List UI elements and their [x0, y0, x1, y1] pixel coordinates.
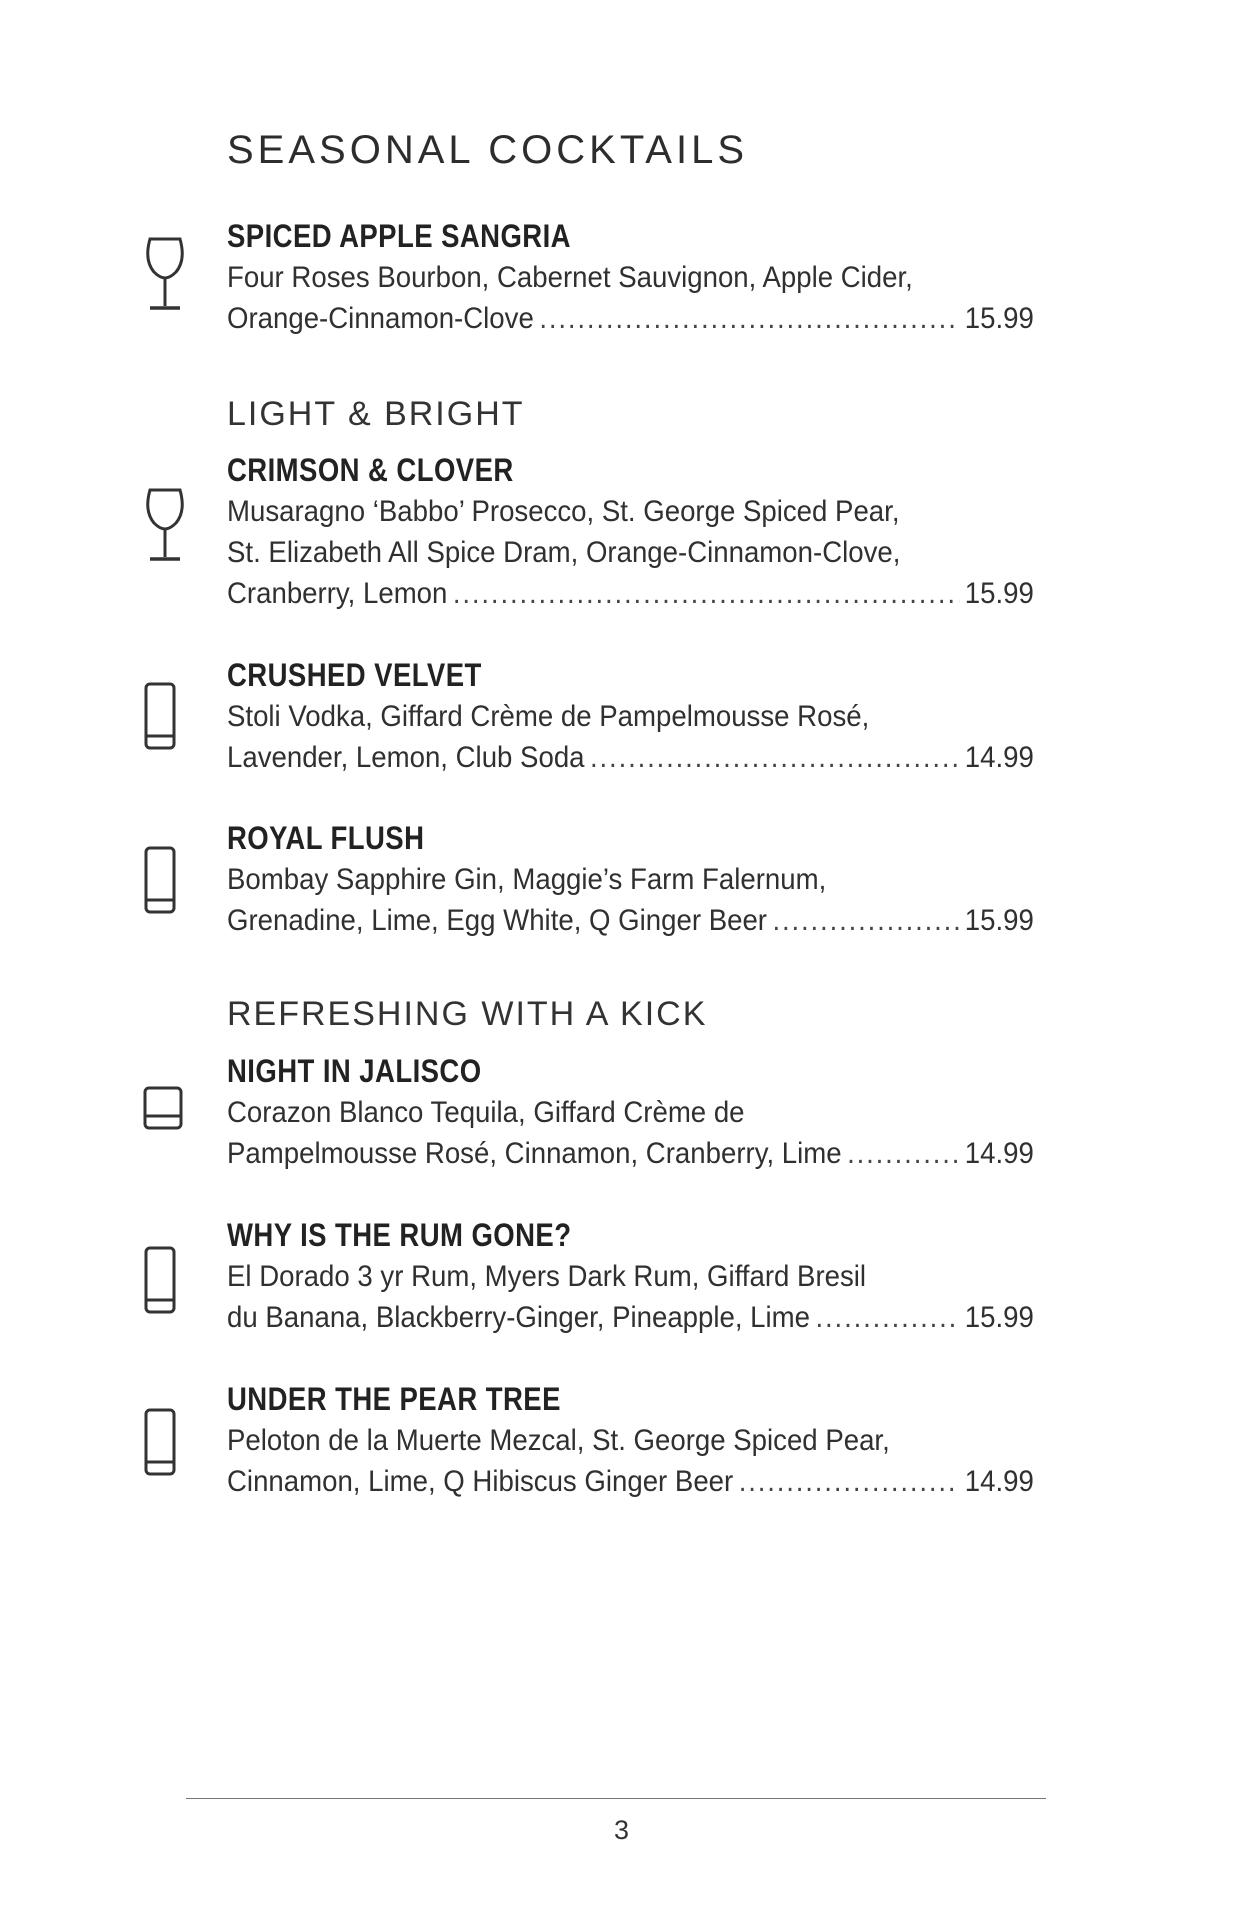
item-name: SPICED APPLE SANGRIA: [227, 218, 571, 254]
item-price-line: [227, 1133, 1034, 1174]
item-description: Four Roses Bourbon, Cabernet Sauvignon, Apple Cider,: [227, 261, 913, 294]
item-description: Pampelmousse Rosé, Cinnamon, Cranberry, Lime: [227, 1137, 842, 1170]
dot-leader: [539, 298, 959, 339]
item-price-line: [227, 573, 1034, 614]
menu-item: [227, 216, 1042, 339]
item-name: CRUSHED VELVET: [227, 657, 482, 693]
dot-leader: [739, 1461, 960, 1502]
item-price-line: [227, 737, 1034, 778]
item-price: 15.99: [964, 302, 1034, 335]
highball-glass-icon: [142, 846, 178, 916]
menu-item: [227, 818, 1042, 941]
item-description: Orange-Cinnamon-Clove: [227, 302, 534, 335]
item-description: Corazon Blanco Tequila, Giffard Crème de: [227, 1096, 745, 1129]
item-description: Bombay Sapphire Gin, Maggie’s Farm Falernum,: [227, 863, 827, 896]
item-price: 14.99: [964, 741, 1034, 774]
item-description: Cinnamon, Lime, Q Hibiscus Ginger Beer: [227, 1465, 734, 1498]
dot-leader: [773, 900, 960, 941]
rocks-glass-icon: [142, 1086, 184, 1132]
highball-glass-icon: [142, 1246, 178, 1316]
item-name: WHY IS THE RUM GONE?: [227, 1217, 572, 1253]
page-title: SEASONAL COCKTAILS: [227, 128, 749, 172]
menu-item: [227, 655, 1042, 778]
menu-item: [227, 450, 1042, 614]
item-price-line: [227, 1297, 1034, 1338]
wine-glass-icon: [142, 487, 188, 565]
dot-leader: [590, 737, 959, 778]
item-description: Musaragno ‘Babbo’ Prosecco, St. George Spiced Pear,: [227, 495, 900, 528]
item-price: 15.99: [964, 904, 1034, 937]
item-price: 14.99: [964, 1137, 1034, 1170]
page-number: 3: [613, 1815, 630, 1845]
item-name: NIGHT IN JALISCO: [227, 1053, 482, 1089]
section-title: LIGHT & BRIGHT: [227, 395, 525, 433]
menu-item: [227, 1051, 1042, 1174]
highball-glass-icon: [142, 1408, 178, 1478]
item-name: CRIMSON & CLOVER: [227, 452, 514, 488]
item-price: 15.99: [964, 577, 1034, 610]
item-name: UNDER THE PEAR TREE: [227, 1381, 561, 1417]
item-description: Grenadine, Lime, Egg White, Q Ginger Beer: [227, 904, 767, 937]
menu-item: [227, 1215, 1042, 1338]
item-description: du Banana, Blackberry-Ginger, Pineapple, Lime: [227, 1301, 811, 1334]
item-description: Peloton de la Muerte Mezcal, St. George Spiced Pear,: [227, 1424, 890, 1457]
dot-leader: [453, 573, 959, 614]
item-price: 15.99: [964, 1301, 1034, 1334]
item-description: Lavender, Lemon, Club Soda: [227, 741, 585, 774]
item-description: Cranberry, Lemon: [227, 577, 448, 610]
dot-leader: [816, 1297, 960, 1338]
item-price-line: [227, 900, 1034, 941]
item-price-line: [227, 298, 1034, 339]
item-description: Stoli Vodka, Giffard Crème de Pampelmousse Rosé,: [227, 700, 870, 733]
dot-leader: [847, 1133, 959, 1174]
section-title: REFRESHING WITH A KICK: [227, 995, 708, 1033]
item-description: El Dorado 3 yr Rum, Myers Dark Rum, Giffard Bresil: [227, 1260, 867, 1293]
item-price: 14.99: [964, 1465, 1034, 1498]
highball-glass-icon: [142, 682, 178, 752]
wine-glass-icon: [142, 236, 188, 314]
menu-item: [227, 1379, 1042, 1502]
item-price-line: [227, 1461, 1034, 1502]
item-description: St. Elizabeth All Spice Dram, Orange-Cinnamon-Clove,: [227, 536, 901, 569]
footer-divider: [186, 1798, 1046, 1799]
item-name: ROYAL FLUSH: [227, 820, 425, 856]
